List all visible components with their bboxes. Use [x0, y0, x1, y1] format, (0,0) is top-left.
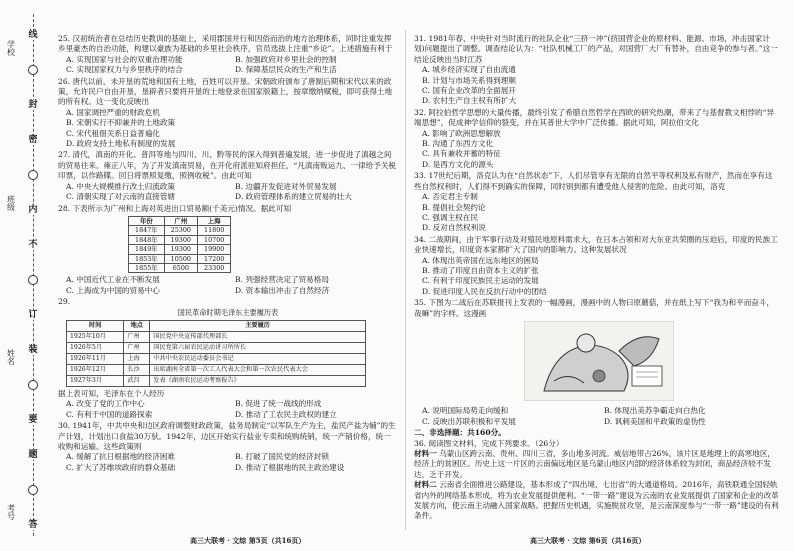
table-header: 上海	[198, 216, 231, 225]
table-cell: 武昌	[124, 375, 150, 386]
question-stem: 30. 1941年，中共中央和边区政府调整财政政策，盐务局制定“以军队生产为主，盐民产盐为辅”的生产计划，计划出口食盐30万驮。1942年，边区开始实行盐业专卖和统购统销，统一产销价格，统一收购和运输。这些政策则	[58, 421, 396, 451]
option-c[interactable]: C. 国有企业改革的全面展开	[422, 86, 516, 96]
table-header: 时间	[67, 320, 124, 331]
option-b[interactable]: B. 体现出美苏争霸走向白热化	[604, 406, 706, 416]
option-a[interactable]: A. 国家调控严重的财政危机	[66, 107, 160, 117]
option-a[interactable]: A. 城乡经济实现了自由流通	[422, 65, 516, 75]
option-a[interactable]: A. 实现国家与社会的双重治理功能	[66, 54, 183, 64]
question-30	[58, 421, 398, 473]
table-cell: 中共中央农民运动委员会书记	[150, 353, 366, 364]
option-d[interactable]: D. 讽刺美国和平政策的虚伪性	[604, 416, 706, 426]
table-cell: 6500	[164, 263, 197, 272]
question-34	[414, 235, 780, 297]
info-exam-number: 考号	[6, 503, 16, 520]
table-cell: 广州	[124, 342, 150, 353]
binding-char: 密	[28, 135, 38, 145]
option-b[interactable]: B. 加强政府对乡里社会的控制	[235, 54, 337, 64]
table-cell: 国民党中央宣传部代理部长	[150, 331, 366, 342]
question-stem: 28. 下表所示为广州和上海对英进出口贸易额(千美元)情况。据此可知	[58, 203, 292, 213]
trade-table	[128, 216, 231, 273]
options	[58, 108, 398, 150]
question-stem: 27. 清代，滇南的开化、普洱等地与四川、川、黔等民的深入得到普遍发展，进一步促进了滇越之间的贸易往来。雍正八年，为了开发滇南贸易，在开化府派驻知府担任，“凡滇南贩运九、一律给予关税印票，以作路牒。回日将票照复缴，照例收税”。由此可知	[58, 150, 397, 181]
table-cell: 上海	[124, 353, 150, 364]
option-b[interactable]: B. 列强经营决定了贸易格局	[235, 275, 329, 285]
binding-char: 题	[28, 450, 38, 460]
table-row	[129, 245, 231, 254]
table-row	[67, 375, 366, 386]
option-a[interactable]: A. 改变了党的工作中心	[66, 399, 145, 409]
option-b[interactable]: B. 沟通了东西方文化	[422, 139, 494, 149]
question-35	[414, 298, 780, 427]
material-1	[414, 449, 780, 480]
table-cell: 19900	[198, 245, 231, 254]
table-row	[129, 263, 231, 272]
options	[58, 275, 398, 296]
option-c[interactable]: C. 上海成为中国的贸易中心	[66, 285, 160, 295]
option-a[interactable]: A. 说明国际局势走向缓和	[422, 406, 509, 416]
option-a[interactable]: A. 中国近代工业在不断发展	[66, 275, 160, 285]
table-cell: 广州	[124, 331, 150, 342]
options	[414, 256, 780, 298]
binding-hole	[28, 380, 38, 390]
table-header: 年份	[129, 216, 165, 225]
options	[58, 55, 398, 76]
options	[58, 182, 398, 203]
material-text: 云南省全面推进公路建设，基本形成了“四出境、七出省”的大通道格局。2016年，高铁联通全国轻轨省内外的网络基本形成，将为农业发展提供便利。“一带一路”建设为云南的农业发展提供了国家和企业的改革发展方向，使云南主动融入国家战略。把握历史机遇，实施脱贫攻坚，是云南深度参与“一带一路”建设的有利条件。	[414, 480, 779, 521]
table-header: 广州	[164, 216, 197, 225]
option-d[interactable]: D. 政府管理体系的建立贸易的壮大	[235, 192, 352, 202]
option-b[interactable]: B. 计划与市场关系得到理顺	[422, 75, 516, 85]
question-29	[58, 297, 398, 420]
binding-hole	[28, 275, 38, 285]
option-d[interactable]: D. 推动了工农民主政权的建立	[235, 409, 337, 419]
material-label: 材料一	[414, 449, 437, 458]
table-cell: 出席湖南全省第一次工人代表大会和第一次农民代表大会	[150, 364, 366, 375]
binding-hole	[28, 485, 38, 495]
binding-hole	[28, 170, 38, 180]
binding-char: 装	[28, 345, 38, 355]
student-info-labels	[4, 40, 18, 520]
table-cell: 国民党第六届农民运动讲习所所长	[150, 342, 366, 353]
binding-char: 不	[28, 240, 38, 250]
option-b[interactable]: B. 宋朝实行不抑兼并的土地政策	[66, 118, 176, 128]
option-a[interactable]: A. 体现出英帝国在远东地区的困局	[422, 255, 539, 265]
binding-char: 要	[28, 415, 38, 425]
option-d[interactable]: D. 推动了根据地的民主政治建设	[235, 462, 345, 472]
question-stem: 26. 唐代以前，未开垦的荒地和国有土地，百姓可以开垦。宋朝政府颁布了唐制后期和宋代以来的政策，允许民户自由开垦，垦辟者只要将开垦的土地登录在国家版籍上，按章缴纳赋税，即可获得土地的所有权。这一变化反映出	[58, 76, 393, 107]
table-header-row	[67, 320, 366, 331]
table-cell: 1853年	[129, 254, 165, 263]
table-cell: 10500	[164, 254, 197, 263]
options	[414, 406, 780, 427]
binding-char: 订	[28, 310, 38, 320]
option-a[interactable]: A. 缓解了抗日根据地的经济困难	[66, 452, 176, 462]
option-d[interactable]: D. 是西方文化的源头	[422, 159, 494, 169]
page-divider	[405, 30, 406, 530]
section-heading: 二、非选择题：共160分。	[414, 428, 506, 438]
binding-char: 封	[28, 100, 38, 110]
question-stem: 32. 阿拉伯哲学思想的大量传播，最终引发了希腊自然哲学在西欧的研究热潮，带来了与基督教文相悖的“异端思想”，促成神学信仰的裂变，并在其普世大学中广泛传播。据此可知，阿拉伯文化	[414, 107, 775, 128]
binding-hole	[28, 65, 38, 75]
material-label: 材料二	[414, 480, 437, 490]
option-c[interactable]: C. 实现国家权力与乡里秩序的结合	[66, 65, 183, 75]
options	[414, 192, 780, 234]
table-cell: 1926年11月	[67, 353, 124, 364]
question-stem: 33. 17世纪后期，洛克认为在“自然状态”下，人们尽管享有无限的自然平等权利及私有财产，然而在享有这些自然权利时，人们得不到确实的保障，同时别到都有遭受他人侵害的危险。由此可知，洛克	[414, 171, 773, 191]
table-row	[67, 353, 366, 364]
option-a[interactable]: A. 中央大规模推行改土归流政策	[66, 181, 176, 191]
table-cell: 1849年	[129, 245, 165, 254]
option-a[interactable]: A. 否定君主专制	[422, 192, 478, 202]
table-row	[129, 226, 231, 235]
question-26	[58, 77, 398, 150]
table-cell: 1925年10月	[67, 331, 124, 342]
option-b[interactable]: B. 促进了统一战线的形成	[235, 399, 322, 409]
options	[58, 399, 398, 420]
option-d[interactable]: D. 农村生产自主权有所扩大	[422, 96, 517, 106]
binding-char: 内	[28, 205, 38, 215]
table-header-row	[129, 216, 231, 225]
table-cell: 1926年12月	[67, 364, 124, 375]
options	[414, 129, 780, 171]
table-cell: 11800	[198, 226, 231, 235]
table-cell: 1926年5月	[67, 342, 124, 353]
page-footer: 高三大联考 · 文综 第5页（共16页）	[190, 536, 306, 545]
table-cell: 23300	[198, 263, 231, 272]
question-36-stem: 36. 阅读图文材料，完成下列要求。（26分）	[414, 438, 564, 448]
option-c[interactable]: C. 具有兼收并蓄的特征	[422, 149, 501, 159]
table-row	[67, 342, 366, 353]
table-header: 主要履历	[150, 320, 366, 331]
material-text: 乌蒙山区跨云南、贵州、四川三省，多山地多河流。威信地带占26%，该片区是地理上的高寒地区，经济上的贫困区。历史上这一片区的云南偏远地区是乌蒙山地区内部的经济体系较为封闭，商品经济较不发达，乏于开发。	[414, 449, 776, 479]
option-c[interactable]: C. 强调主权在民	[422, 212, 478, 222]
question-tail: 据上表可知，毛泽东在个人经历	[58, 388, 165, 398]
table-cell: 1848年	[129, 235, 165, 244]
material-2	[414, 480, 780, 522]
page-6	[414, 34, 780, 530]
option-d[interactable]: D. 保障基层民众的生产和生活	[235, 65, 337, 75]
option-c[interactable]: C. 宋代租佃关系日益普遍化	[66, 128, 160, 138]
binding-char: 线	[28, 30, 38, 40]
option-b[interactable]: B. 打破了国民党的经济封锁	[235, 452, 329, 462]
option-d[interactable]: D. 促进印度人民在反抗行动中的团结	[422, 286, 547, 296]
question-stem: 29.	[58, 297, 71, 307]
binding-char: 答	[28, 520, 38, 530]
info-school: 学校	[6, 40, 16, 56]
options	[414, 65, 780, 107]
option-c[interactable]: C. 扩大了苏维埃政府的群众基础	[66, 462, 176, 472]
info-class: 班级	[6, 194, 16, 211]
binding-warning	[24, 30, 42, 530]
table-cell: 长沙	[124, 364, 150, 375]
option-c[interactable]: C. 有利于印度民族民主运动的发展	[422, 276, 539, 286]
question-stem: 31. 1981年春，中央针对当时流行的社队企业“三挤一冲”(挤国营企业的原材料、能源、市场，冲击国家计划)问题提出了调整。调查结论认为：“社队机械工厂的产品，对国营厂大厂有替补，自由竞争的参与者。”这一结论反映出当时江苏	[414, 34, 778, 64]
table-row	[67, 364, 366, 375]
option-a[interactable]: A. 影响了欧洲思想解放	[422, 128, 501, 138]
question-32	[414, 108, 780, 170]
table-row	[129, 254, 231, 263]
page-footer: 高三大联考 · 文综 第6页（共16页）	[530, 536, 646, 545]
table-header: 地点	[124, 320, 150, 331]
table-cell: 19300	[164, 235, 197, 244]
option-c[interactable]: C. 清朝实现了对云南的直接管辖	[66, 192, 176, 202]
option-d[interactable]: D. 资本输出冲击了自然经济	[235, 285, 330, 295]
question-stem: 25. 汉初统治者在总结历史教训的基础上，采用郡国并行和因俗而治的地方治理体系，同时注重发挥乡里豪杰的自治功能，构建以豪族为基础的乡里社会秩序，官员选拔上注重“乡论”。上述措施有利于	[58, 34, 393, 54]
page-5	[58, 34, 398, 530]
table-caption: 国民革命时期毛泽东主要履历表	[177, 307, 279, 317]
question-stem: 34. 二战期间，由于军事行动及对殖民地原料需求大，在日本占领和对大东亚共荣圈的压迫后，印度的民族工业快速增长，印度资本家都扩大了国内的影响力。这种发展状况	[414, 234, 778, 255]
table-cell: 1927年3月	[67, 375, 124, 386]
info-name: 姓名	[6, 349, 16, 366]
option-b[interactable]: B. 提倡社会契约论	[422, 202, 486, 212]
table-row	[129, 235, 231, 244]
option-d[interactable]: D. 政府支持土地私有制度的发展	[66, 139, 176, 149]
table-cell: 发表《湖南农民运动考察报告》	[150, 375, 366, 386]
question-33	[414, 171, 780, 233]
option-b[interactable]: B. 边疆开发促进对外贸易发展	[235, 181, 337, 191]
table-cell: 1855年	[129, 263, 165, 272]
question-25	[58, 34, 398, 76]
option-d[interactable]: D. 反对自然权利说	[422, 223, 486, 233]
table-cell: 19300	[164, 245, 197, 254]
resume-table	[66, 320, 366, 387]
table-cell: 1847年	[129, 226, 165, 235]
table-cell: 17200	[198, 254, 231, 263]
question-31	[414, 34, 780, 107]
question-stem: 35. 下图为二战后在苏联报刊上发表的一幅漫画，漫画中的人物曰原蘑菇，并在纸上写下“我为和平而奋斗，哉嘛”的字样。这漫画	[414, 298, 775, 318]
options	[58, 452, 398, 473]
question-28	[58, 204, 398, 297]
option-c[interactable]: C. 反映出苏联积极和平发展	[422, 416, 516, 426]
option-c[interactable]: C. 有利于中国的道路探索	[66, 409, 153, 419]
option-b[interactable]: B. 推动了印度自由资本主义的扩张	[422, 265, 539, 275]
table-cell: 10700	[198, 235, 231, 244]
cartoon-image	[524, 321, 674, 401]
binding-margin	[0, 0, 50, 551]
table-row	[67, 331, 366, 342]
table-cell: 25300	[164, 226, 197, 235]
question-27	[58, 150, 398, 202]
